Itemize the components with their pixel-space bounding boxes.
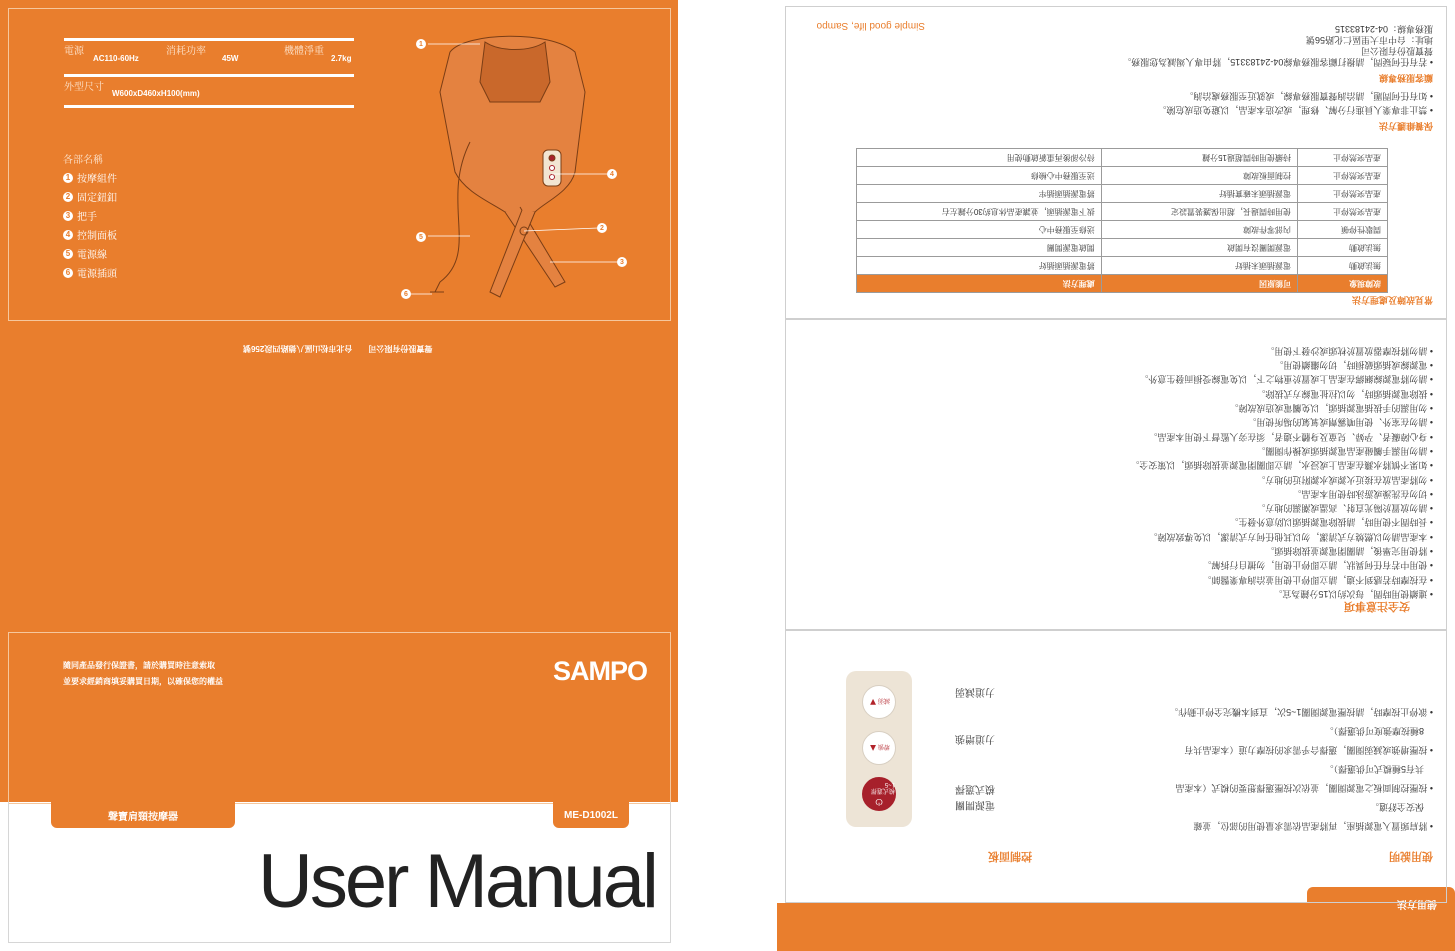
usage-heading: 使用說明: [1389, 850, 1433, 862]
table-cell: 間歇性停頓: [1298, 221, 1388, 239]
service-line: 聲寶股份有限公司: [1360, 46, 1433, 56]
table-cell: 拔下電源插頭，並讓產品休息約30分鐘左右: [857, 203, 1102, 221]
usage-line: 8種按摩強度可供選擇）。: [1324, 726, 1433, 736]
trouble-table: [856, 148, 1388, 293]
maintenance-line: • 如有任何問題，請洽詢聲寶服務專線，或就近至服務處洽詢。: [1184, 91, 1433, 101]
part-label: 按摩組件: [77, 174, 117, 185]
spec-weight-label: 機體淨重: [284, 46, 324, 57]
safety-line: • 如果不慎將水濺在產品上或浸水，請立即關閉電源並拔除插頭，以策安全。: [1130, 460, 1433, 471]
spec-consumption-label: 消耗功率: [166, 46, 206, 57]
control-label-mode: 模式選擇: [955, 783, 995, 794]
part-label: 固定鈕釦: [77, 193, 117, 204]
massager-illustration: [410, 22, 640, 307]
safety-line: • 拔除電源插頭時，勿以拉扯電線方式拔除。: [1256, 388, 1433, 399]
table-header-cell: 故障現象: [1298, 275, 1388, 293]
safety-line: • 請勿將電源線綑綁在產品上或置於重物之下，以免電線受損而發生意外。: [1139, 374, 1433, 385]
part-label: 電源線: [77, 250, 107, 261]
control-label-power: 電源開關: [955, 799, 995, 810]
usage-line: • 按壓控制面板之電源開關，並依次按壓選擇想要的模式（本產品: [1175, 783, 1433, 793]
control-label-down: 力道減弱: [955, 686, 995, 697]
callout-6: 6: [401, 289, 411, 299]
part-item: [63, 208, 97, 223]
brand-logo: SAMPO: [553, 656, 648, 686]
table-header-cell: 可能原因: [1101, 275, 1297, 293]
strength-up-button: 增強 ▲: [862, 731, 896, 765]
table-cell: 持續使用時間超過15分鐘: [1101, 149, 1297, 167]
maintenance-heading: 保養維護方法: [1378, 121, 1433, 131]
part-label: 控制面板: [77, 231, 117, 242]
table-cell: 產品突然停止: [1298, 149, 1388, 167]
table-cell: 內部零件故障: [1101, 221, 1297, 239]
callout-4: 4: [607, 169, 617, 179]
spec-power-label: 電源: [64, 46, 84, 57]
part-label: 電源插頭: [77, 269, 117, 280]
part-item: [63, 189, 117, 204]
safety-heading: 安全注意事項: [1344, 600, 1410, 612]
control-label-up: 力道增強: [955, 733, 995, 744]
spec-divider: [64, 105, 354, 108]
table-cell: 產品突然停止: [1298, 185, 1388, 203]
safety-line: • 請勿將按摩器放置於枕頭或沙發下使用。: [1265, 345, 1433, 356]
part-number: 1: [63, 173, 73, 183]
part-number: 2: [63, 192, 73, 202]
table-cell: 無法啟動: [1298, 239, 1388, 257]
safety-line: • 在按摩時若感到不適，請立即停止使用並洽詢專業醫師。: [1202, 574, 1433, 585]
safety-line: • 請勿用濕手觸碰產品電源插頭或操作開關。: [1256, 446, 1433, 456]
usage-line: 保安全舒適。: [1369, 802, 1433, 812]
usage-line: • 欲停止按摩時，請按壓電源開關1~5次，直到本機完全停止動作。: [1169, 707, 1433, 717]
table-row: [857, 221, 1388, 239]
part-number: 4: [63, 230, 73, 240]
service-line: • 若有任何疑問，請撥打顧客服務專線04-24183315，將由專人竭誠為您服務。: [1122, 57, 1433, 67]
company-address: 聲寶股份有限公司 台北市松山區八德路四段256號: [243, 344, 433, 353]
safety-line: • 電源線或插頭破損時，切勿繼續使用。: [1274, 360, 1433, 371]
spec-size-label: 外型尺寸: [64, 82, 104, 93]
usage-line: 共有5種模式可供選擇）。: [1324, 764, 1433, 774]
trouble-heading: 常見故障及處理方法: [1351, 295, 1433, 305]
strength-down-button: 減弱 ▼: [862, 685, 896, 719]
spec-divider: [64, 74, 354, 77]
safety-line: • 使用中若有任何異狀，請立即停止使用，勿擅自行拆解。: [1202, 560, 1433, 571]
service-line: 地址：台中市大里區仁化路56號: [1305, 35, 1433, 45]
safety-line: • 將使用完畢後，請關閉電源並拔除插頭。: [1265, 546, 1433, 557]
table-row: [857, 185, 1388, 203]
table-row: [857, 257, 1388, 275]
table-cell: 開啟電源開關: [857, 239, 1102, 257]
part-item: [63, 170, 117, 185]
table-cell: 電源開關沒有開啟: [1101, 239, 1297, 257]
safety-line: • 本產品請勿以燃燒方式清潔，勿以其他任何方式清潔，以免導致故障。: [1148, 531, 1433, 542]
table-cell: 待冷卻後再重新啟動使用: [857, 149, 1102, 167]
table-cell: 送修至服務中心: [857, 221, 1102, 239]
table-header-cell: 處理方法: [857, 275, 1102, 293]
table-cell: 送至服務中心檢修: [857, 167, 1102, 185]
part-item: [63, 265, 117, 280]
service-heading: 顧客服務專線: [1378, 73, 1433, 83]
part-number: 5: [63, 249, 73, 259]
table-cell: 無法啟動: [1298, 257, 1388, 275]
table-cell: 將電源插頭插牢: [857, 185, 1102, 203]
section-tab-label: 使用方法: [1397, 898, 1437, 909]
brand-slogan: Simple good life, Sampo: [816, 20, 925, 31]
callout-3: 3: [617, 257, 627, 267]
callout-5: 5: [416, 232, 426, 242]
part-number: 3: [63, 211, 73, 221]
table-cell: 將電源插頭插好: [857, 257, 1102, 275]
spec-power-value: AC110-60Hz: [93, 54, 139, 63]
table-row: [857, 167, 1388, 185]
warranty-line-2: 並要求經銷商填妥購買日期，以確保您的權益: [63, 677, 223, 686]
table-cell: 使用時間過長，超出保護裝置設定: [1101, 203, 1297, 221]
table-row: [857, 203, 1388, 221]
table-cell: 產品突然停止: [1298, 167, 1388, 185]
safety-line: • 切勿在洗澡或游泳時使用本產品。: [1292, 488, 1433, 499]
service-line: 服務專線：04-24183315: [1334, 24, 1433, 34]
safety-line: • 長時間不使用時，請拔除電源插頭以防意外發生。: [1229, 517, 1433, 528]
safety-line: • 請勿在室外、使用噴霧劑或氧氣的場所使用。: [1247, 417, 1433, 428]
table-cell: 電源插頭未插好: [1101, 257, 1297, 275]
callout-1: 1: [416, 39, 426, 49]
safety-line: • 身心障礙者、孕婦、兒童及身體不適者，須在旁人監督下使用本產品。: [1148, 431, 1433, 442]
part-number: 6: [63, 268, 73, 278]
mode-power-button: ⏻ 模式選擇 1~5: [862, 777, 896, 811]
control-panel-diagram: [846, 671, 912, 827]
table-row: [857, 239, 1388, 257]
spec-weight-value: 2.7kg: [331, 54, 352, 63]
safety-line: • 連續使用時間，每次約以15分鐘為宜。: [1273, 589, 1433, 599]
spec-divider: [64, 38, 354, 41]
table-cell: 電源插頭未確實插好: [1101, 185, 1297, 203]
table-cell: 產品突然停止: [1298, 203, 1388, 221]
part-label: 把手: [77, 212, 97, 223]
safety-line: • 勿將產品放在接近火源或水源附近的地方。: [1256, 474, 1433, 485]
usage-line: • 按壓增強或減弱開關，選擇合乎需求的按摩力道（本產品共有: [1184, 745, 1433, 755]
table-header-row: [857, 275, 1388, 293]
table-row: [857, 149, 1388, 167]
product-name-tab: 聲寶肩頸按摩器: [51, 802, 235, 828]
page-header-band: [777, 903, 1455, 951]
maintenance-line: • 禁止非專業人員進行分解、修理，或改造本產品，以避免造成危險。: [1157, 105, 1433, 115]
parts-title: 各部名稱: [63, 155, 103, 166]
safety-line: • 勿用濕的手拔插電源插頭，以免觸電或造成故障。: [1229, 403, 1433, 414]
table-cell: 控制面板故障: [1101, 167, 1297, 185]
control-heading: 控制面板: [988, 850, 1032, 862]
spec-consumption-value: 45W: [222, 54, 239, 63]
spec-size-value: W600xD460xH100(mm): [112, 89, 200, 98]
part-item: [63, 227, 117, 242]
warranty-line-1: 隨同產品發行保證書，請於購買時注意索取: [63, 661, 215, 670]
model-number-tab: ME-D1002L: [553, 802, 629, 828]
safety-line: • 請勿放置於陽光直射、高溫或潮濕的地方。: [1256, 503, 1433, 514]
instructions-page: [777, 0, 1455, 951]
usage-line: • 將肩頸置入電源插座，再將產品依需求量使用的部位，並確: [1193, 821, 1433, 831]
manual-title: User Manual: [258, 839, 656, 924]
part-item: [63, 246, 107, 261]
callout-2: 2: [597, 223, 607, 233]
